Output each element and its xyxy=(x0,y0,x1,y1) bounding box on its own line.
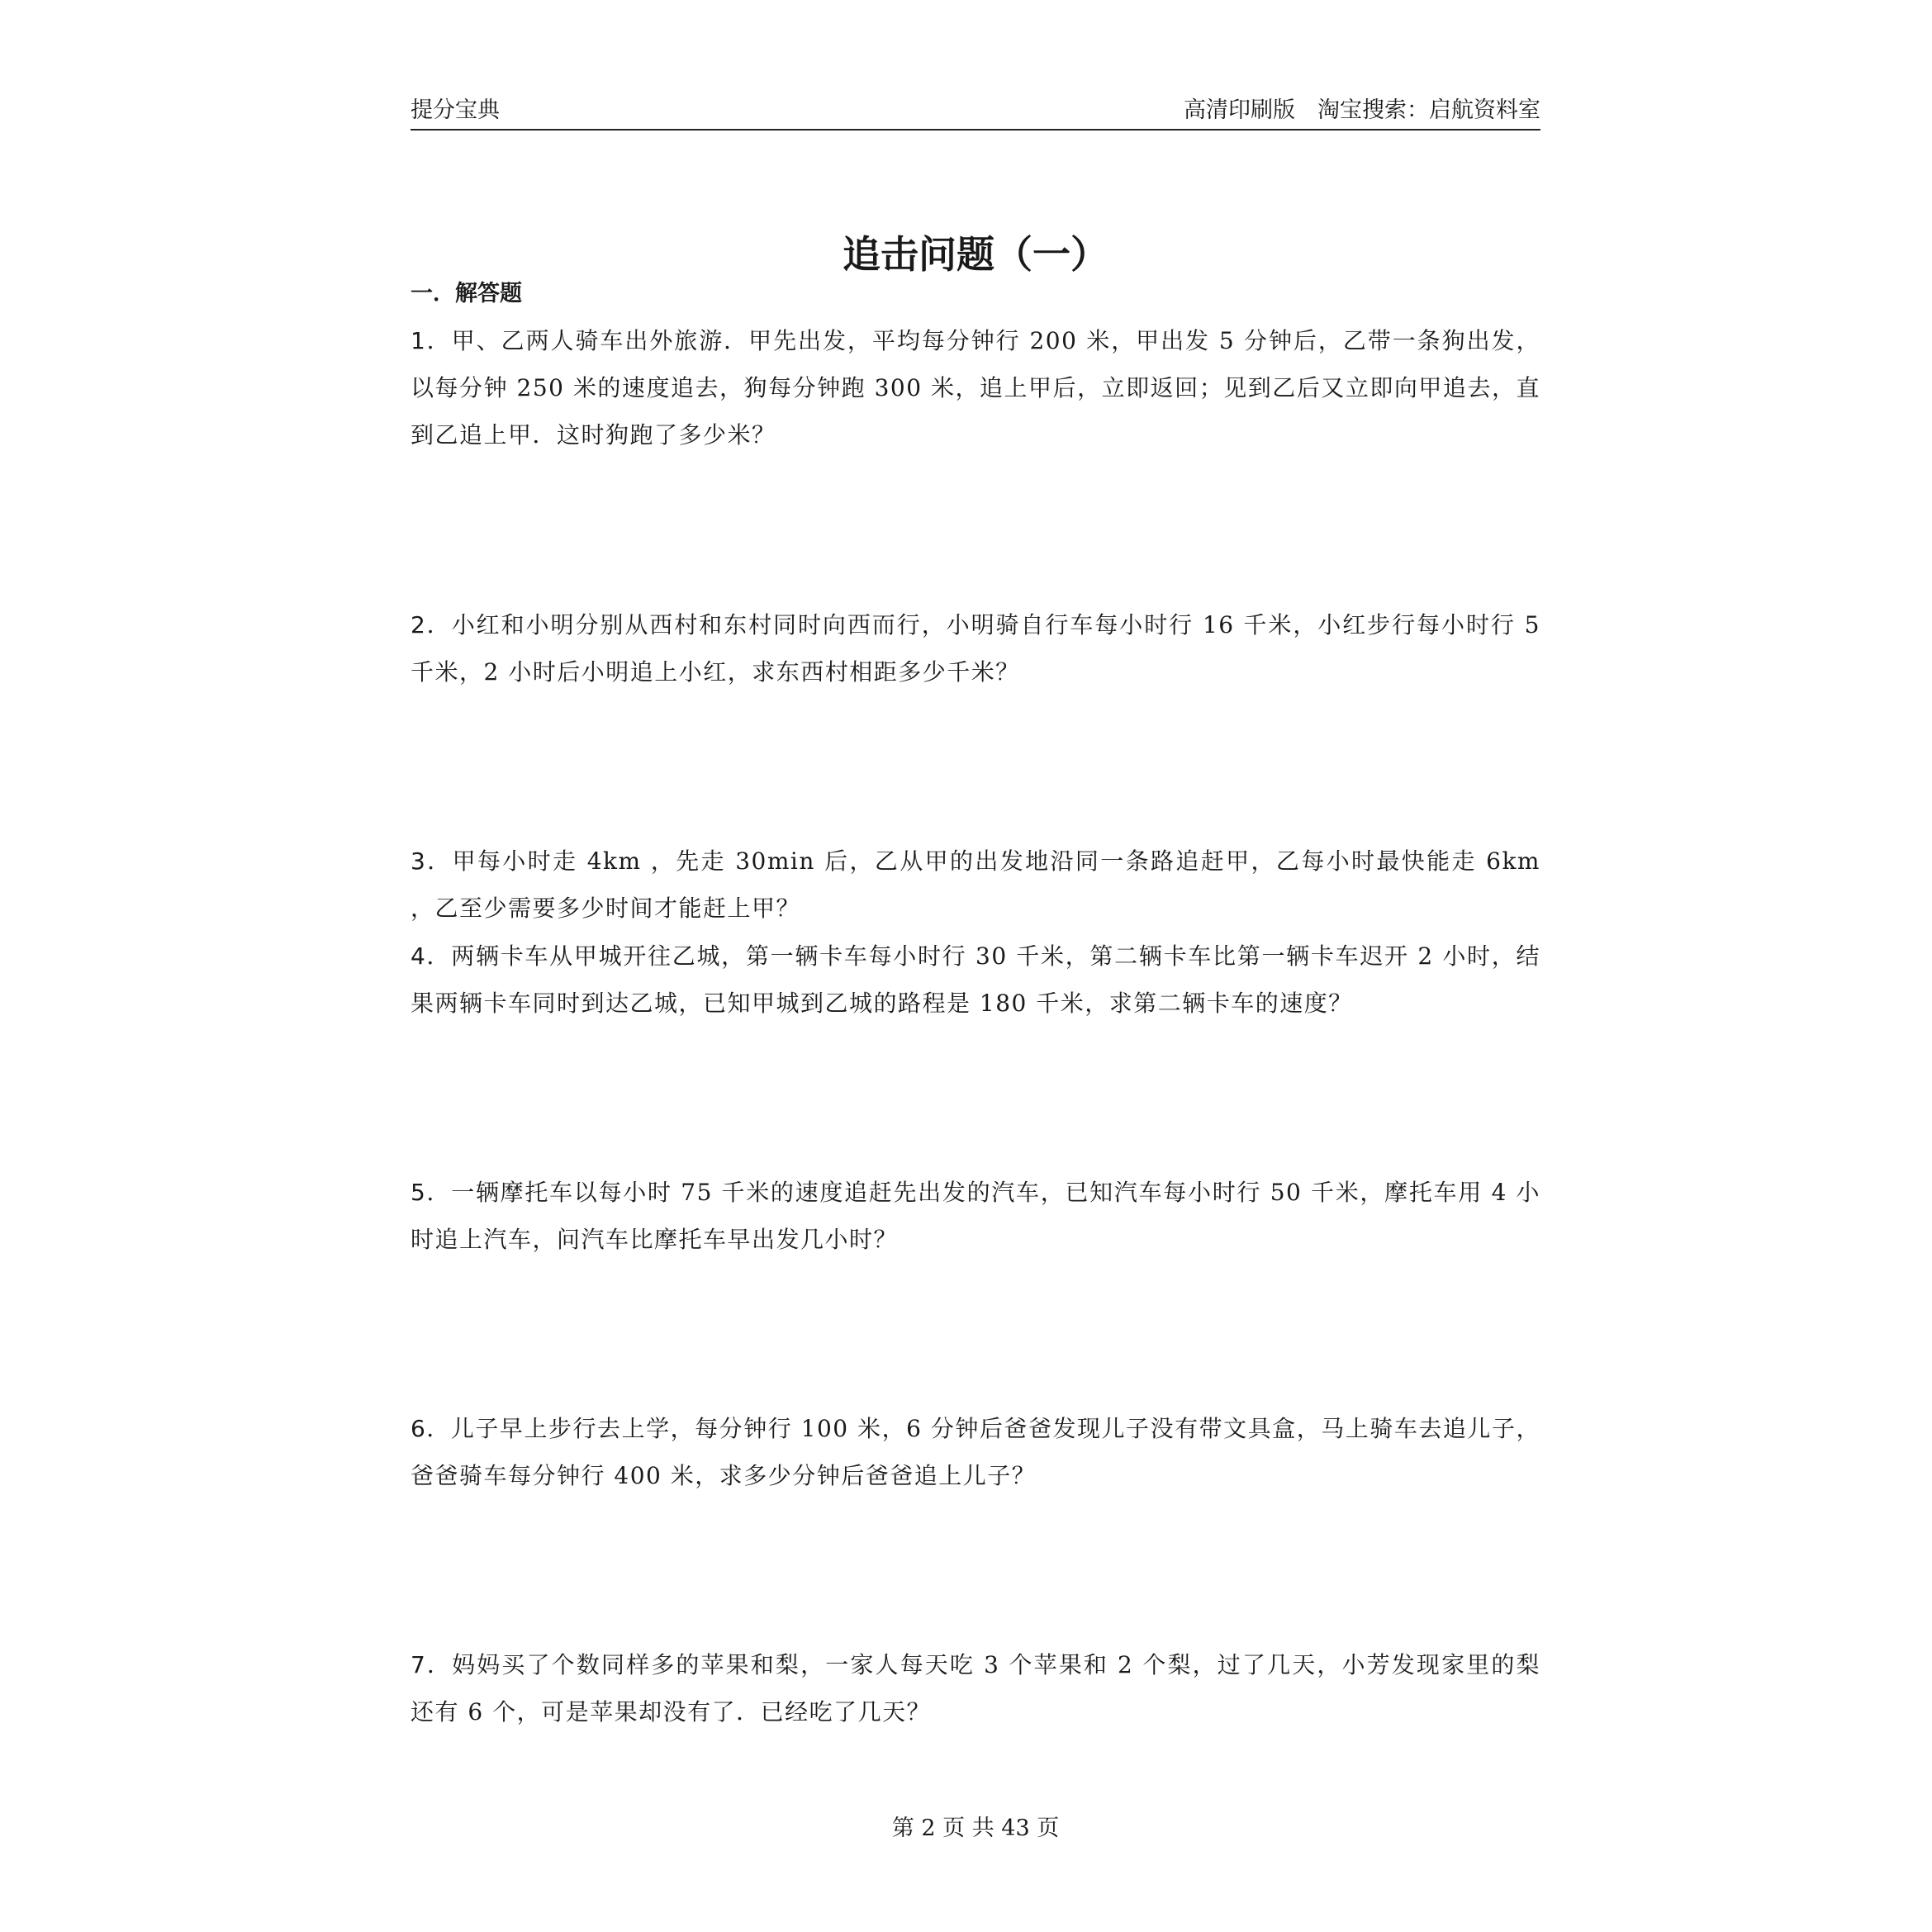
page-header xyxy=(411,96,1540,131)
section-heading: 一．解答题 xyxy=(411,281,522,306)
question-number: 6． xyxy=(411,1415,451,1442)
question-7 xyxy=(411,1641,1540,1735)
question-number: 4． xyxy=(411,942,452,970)
question-6 xyxy=(411,1405,1540,1499)
question-number: 7． xyxy=(411,1651,453,1678)
question-number: 2． xyxy=(411,611,452,638)
question-number: 1． xyxy=(411,327,452,354)
question-text: 一辆摩托车以每小时 75 千米的速度追赶先出发的汽车，已知汽车每小时行 50 千米，摩托车用 4 小时追上汽车，问汽车比摩托车早出发几小时？ xyxy=(411,1179,1540,1253)
question-2 xyxy=(411,601,1540,695)
question-text: 儿子早上步行去上学，每分钟行 100 米，6 分钟后爸爸发现儿子没有带文具盒，马上骑车去追儿子，爸爸骑车每分钟行 400 米，求多少分钟后爸爸追上儿子？ xyxy=(411,1415,1540,1489)
question-number: 3． xyxy=(411,847,453,875)
question-text: 妈妈买了个数同样多的苹果和梨，一家人每天吃 3 个苹果和 2 个梨，过了几天，小芳发现家里的梨还有 6 个，可是苹果却没有了．已经吃了几天？ xyxy=(411,1651,1540,1726)
question-number: 5． xyxy=(411,1179,452,1206)
question-5 xyxy=(411,1169,1540,1263)
question-text: 两辆卡车从甲城开往乙城，第一辆卡车每小时行 30 千米，第二辆卡车比第一辆卡车迟开 2 小时，结果两辆卡车同时到达乙城，已知甲城到乙城的路程是 180 千米，求第二辆卡车的速度？ xyxy=(411,942,1540,1017)
question-1 xyxy=(411,317,1540,458)
page-number-footer: 第 2 页 共 43 页 xyxy=(891,1816,1060,1841)
question-4 xyxy=(411,933,1540,1027)
header-right-text: 高清印刷版 淘宝搜索：启航资料室 xyxy=(1184,97,1540,123)
question-text: 甲、乙两人骑车出外旅游．甲先出发，平均每分钟行 200 米，甲出发 5 分钟后，乙带一条狗出发，以每分钟 250 米的速度追去，狗每分钟跑 300 米，追上甲后，立即返回；见到乙后又立即向甲追去，直到乙追上甲．这时狗跑了多少米？ xyxy=(411,327,1540,449)
question-3 xyxy=(411,838,1540,932)
header-left-text: 提分宝典 xyxy=(411,97,500,123)
page-title: 追击问题（一） xyxy=(843,232,1108,277)
question-text: 小红和小明分别从西村和东村同时向西而行，小明骑自行车每小时行 16 千米，小红步行每小时行 5 千米，2 小时后小明追上小红，求东西村相距多少千米？ xyxy=(411,611,1540,686)
question-text: 甲每小时走 4km ，先走 30min 后，乙从甲的出发地沿同一条路追赶甲，乙每小时最快能走 6km ，乙至少需要多少时间才能赶上甲？ xyxy=(411,847,1540,922)
